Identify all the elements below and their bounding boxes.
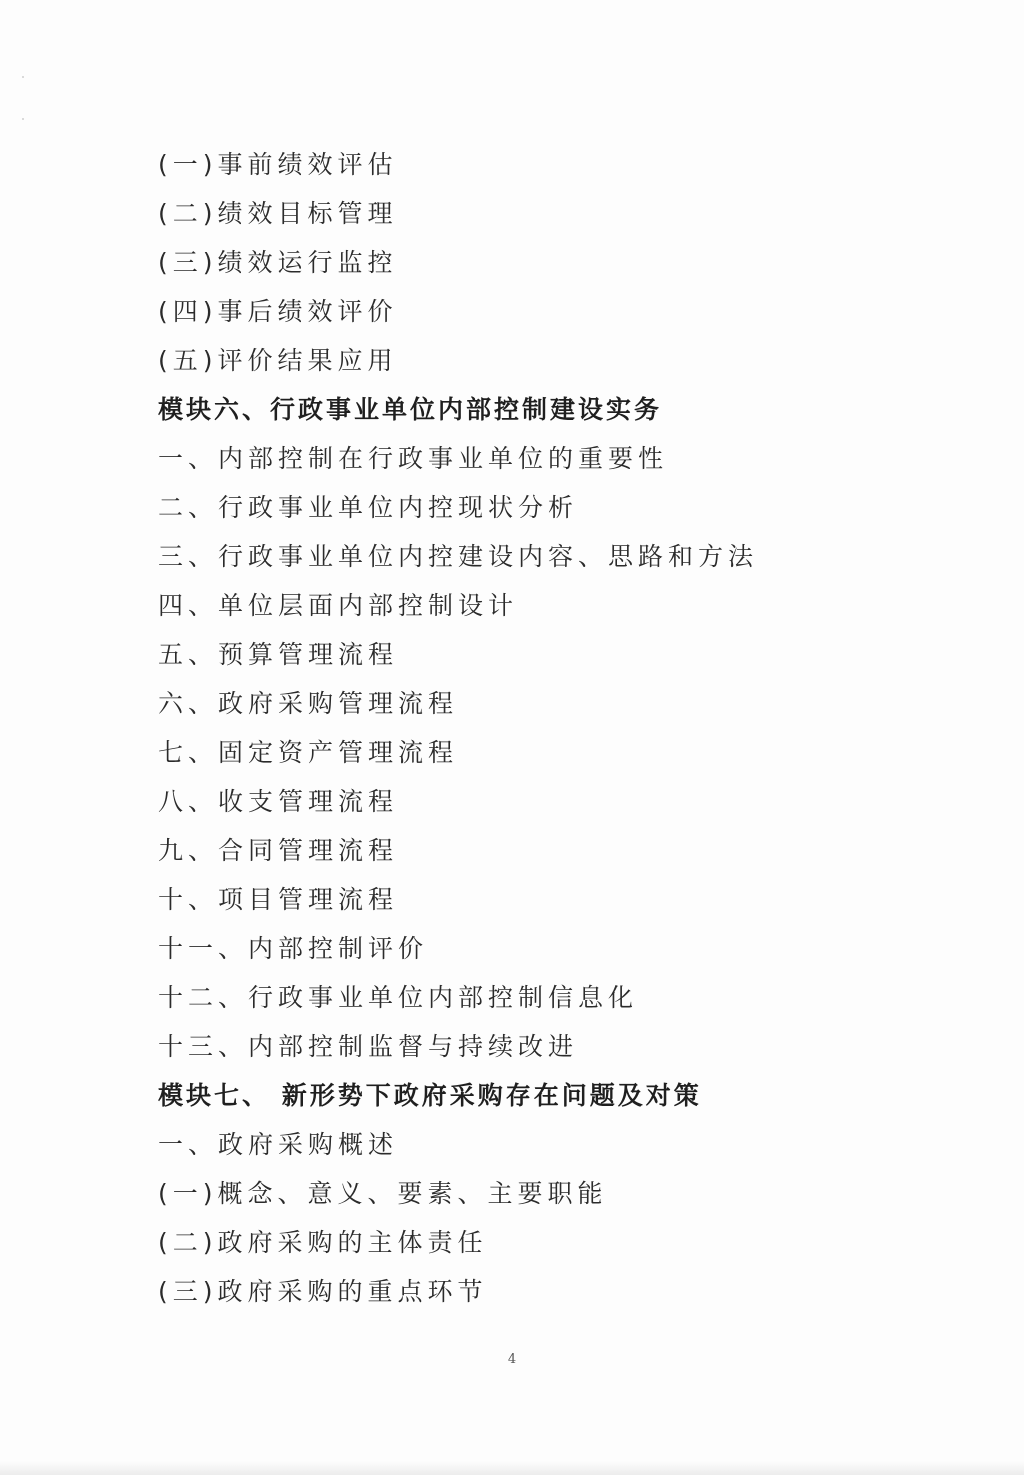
outline-item: 三、行政事业单位内控建设内容、思路和方法 [158, 542, 759, 571]
outline-item: 二、行政事业单位内控现状分析 [158, 493, 579, 522]
outline-item: 一、政府采购概述 [158, 1130, 399, 1159]
outline-item: 十三、内部控制监督与持续改进 [158, 1032, 579, 1061]
outline-item: 一、内部控制在行政事业单位的重要性 [158, 444, 669, 473]
outline-list [158, 140, 918, 1316]
outline-item: (二)政府采购的主体责任 [158, 1228, 488, 1257]
outline-item: 五、预算管理流程 [158, 640, 399, 669]
outline-item: (三)政府采购的重点环节 [158, 1277, 488, 1306]
outline-item: 七、固定资产管理流程 [158, 738, 459, 767]
outline-item: (二)绩效目标管理 [158, 199, 398, 228]
outline-item: 十、项目管理流程 [158, 885, 399, 914]
outline-item: (三)绩效运行监控 [158, 248, 398, 277]
scan-speck [22, 76, 24, 78]
outline-item: (五)评价结果应用 [158, 346, 398, 375]
outline-item: 九、合同管理流程 [158, 836, 399, 865]
outline-item: (一)事前绩效评估 [158, 150, 398, 179]
module-heading: 模块六、行政事业单位内部控制建设实务 [158, 395, 663, 424]
outline-item: 十二、行政事业单位内部控制信息化 [158, 983, 639, 1012]
outline-item: 六、政府采购管理流程 [158, 689, 459, 718]
outline-item: (四)事后绩效评价 [158, 297, 398, 326]
module-heading: 模块七、 新形势下政府采购存在问题及对策 [158, 1081, 702, 1110]
page-number: 4 [507, 1352, 517, 1367]
scan-edge-shade [0, 1461, 1024, 1475]
outline-item: (一)概念、意义、要素、主要职能 [158, 1179, 608, 1208]
outline-item: 八、收支管理流程 [158, 787, 399, 816]
outline-item: 十一、内部控制评价 [158, 934, 429, 963]
scan-speck [22, 118, 24, 120]
outline-item: 四、单位层面内部控制设计 [158, 591, 519, 620]
